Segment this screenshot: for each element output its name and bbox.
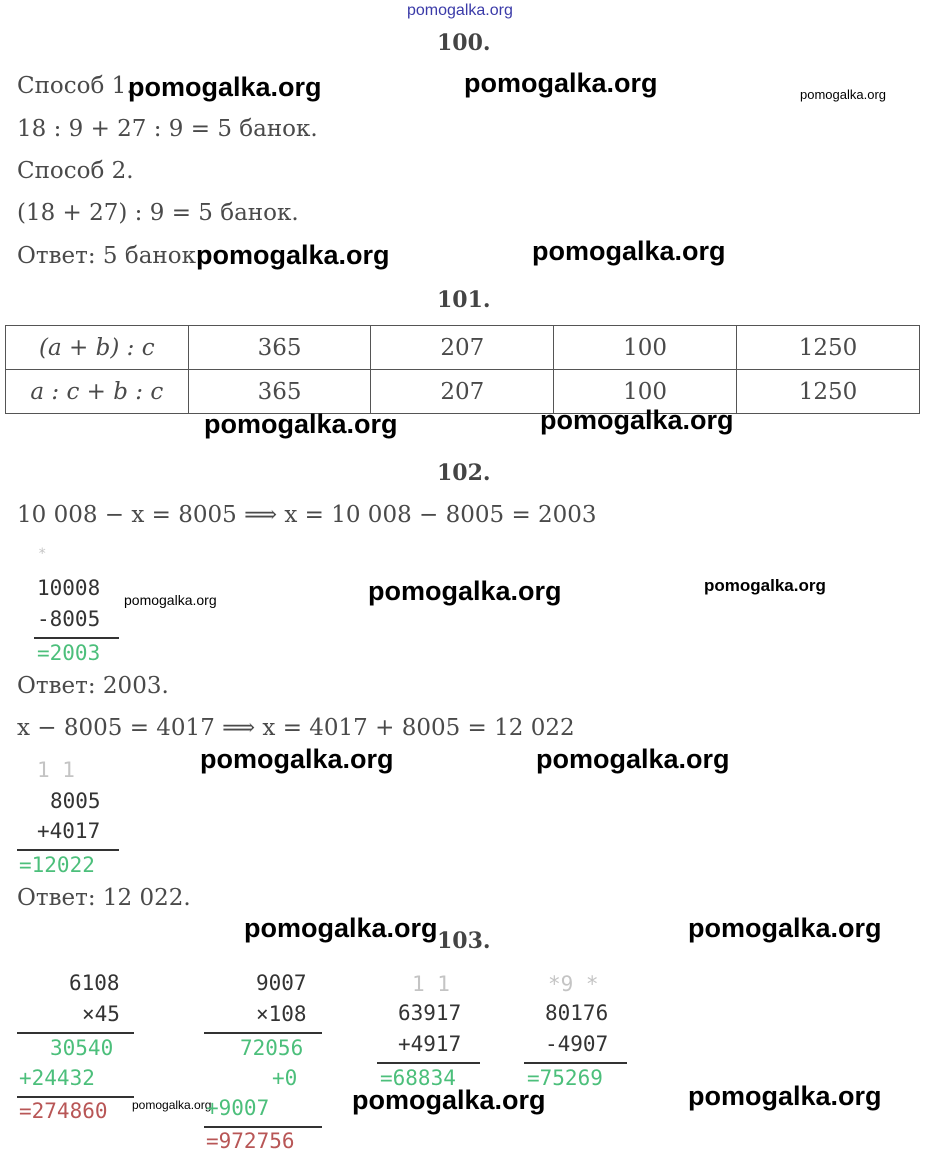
carry-marks: 1 1 [37, 758, 75, 782]
way2-label: Способ 2. [17, 158, 134, 184]
calc-bottom: -4907 [545, 1032, 609, 1056]
calc-top: 9007 [256, 971, 307, 995]
carry-marks: * [38, 546, 47, 562]
answer-102-2: Ответ: 12 022. [17, 885, 191, 911]
equation-1: 10 008 − x = 8005 ⟹ x = 10 008 − 8005 = 2003 [17, 502, 597, 528]
calc-top: 6108 [69, 971, 120, 995]
watermark: pomogalka.org [196, 240, 390, 270]
task-102-number: 102. [437, 460, 491, 486]
calc-top: 80176 [545, 1001, 609, 1025]
calc-bottom: +4917 [398, 1032, 462, 1056]
calc-top: 8005 [50, 789, 101, 813]
calc-rule [34, 637, 119, 639]
watermark: pomogalka.org [536, 744, 730, 774]
watermark-top: pomogalka.org [407, 2, 513, 19]
task-100-number: 100. [437, 30, 491, 56]
watermark: pomogalka.org [352, 1085, 546, 1115]
calc-result: =2003 [37, 641, 101, 665]
table-cell: 1250 [737, 326, 920, 370]
task-103-number: 103. [437, 928, 491, 954]
table-row [6, 370, 920, 414]
table-cell: 365 [188, 326, 371, 370]
calc-partial: 30540 [50, 1036, 114, 1060]
watermark: pomogalka.org [688, 1081, 882, 1111]
calc-result: =12022 [19, 853, 95, 877]
calc-rule [17, 1096, 134, 1098]
watermark: pomogalka.org [464, 68, 658, 98]
table-cell: 100 [554, 370, 737, 414]
calc-rule [524, 1062, 627, 1064]
watermark: pomogalka.org [368, 576, 562, 606]
calc-bottom: -8005 [37, 607, 101, 631]
watermark: pomogalka.org [532, 236, 726, 266]
calc-rule [17, 849, 119, 851]
task-101-number: 101. [437, 287, 491, 313]
equation-2: x − 8005 = 4017 ⟹ x = 4017 + 8005 = 12 022 [17, 715, 575, 741]
watermark: pomogalka.org [128, 72, 322, 102]
calc-result: =75269 [527, 1066, 603, 1090]
calc-bottom: ×108 [256, 1002, 307, 1026]
watermark-small: pomogalka.org [132, 1098, 212, 1112]
table-cell: 365 [188, 370, 371, 414]
calc-rule [377, 1062, 480, 1064]
calc-partial: 72056 [240, 1036, 304, 1060]
calc-top: 63917 [398, 1001, 462, 1025]
way1-label: Способ 1. [17, 73, 134, 99]
watermark: pomogalka.org [688, 913, 882, 943]
table-cell-label: (a + b) : c [6, 326, 189, 370]
calc-result: =68834 [380, 1066, 456, 1090]
carry-marks: *9 * [548, 972, 599, 996]
watermark: pomogalka.org [244, 913, 438, 943]
table-cell: 1250 [737, 370, 920, 414]
table-cell: 100 [554, 326, 737, 370]
calc-top: 10008 [37, 576, 101, 600]
calc-rule [204, 1126, 322, 1128]
answer-100: Ответ: 5 банок. [17, 243, 204, 269]
table-cell: 207 [371, 370, 554, 414]
calc-partial: +24432 [19, 1066, 95, 1090]
expression-table [5, 325, 920, 414]
carry-marks: 1 1 [412, 972, 450, 996]
way1-expression: 18 : 9 + 27 : 9 = 5 банок. [17, 116, 318, 142]
watermark: pomogalka.org [540, 405, 734, 435]
calc-bottom: ×45 [82, 1002, 120, 1026]
calc-rule [204, 1032, 322, 1034]
calc-rule [17, 1032, 134, 1034]
watermark-small: pomogalka.org [124, 592, 217, 608]
answer-102-1: Ответ: 2003. [17, 673, 169, 699]
watermark-small: pomogalka.org [800, 87, 886, 102]
watermark: pomogalka.org [200, 744, 394, 774]
watermark: pomogalka.org [204, 409, 398, 439]
watermark-small: pomogalka.org [704, 576, 826, 595]
way2-expression: (18 + 27) : 9 = 5 банок. [17, 200, 299, 226]
calc-bottom: +4017 [37, 819, 101, 843]
table-row [6, 326, 920, 370]
calc-partial: +9007 [206, 1096, 270, 1120]
calc-partial: +0 [272, 1066, 298, 1090]
calc-result: =972756 [206, 1129, 295, 1153]
calc-result: =274860 [19, 1099, 108, 1123]
table-cell-label: a : c + b : c [6, 370, 189, 414]
table-cell: 207 [371, 326, 554, 370]
